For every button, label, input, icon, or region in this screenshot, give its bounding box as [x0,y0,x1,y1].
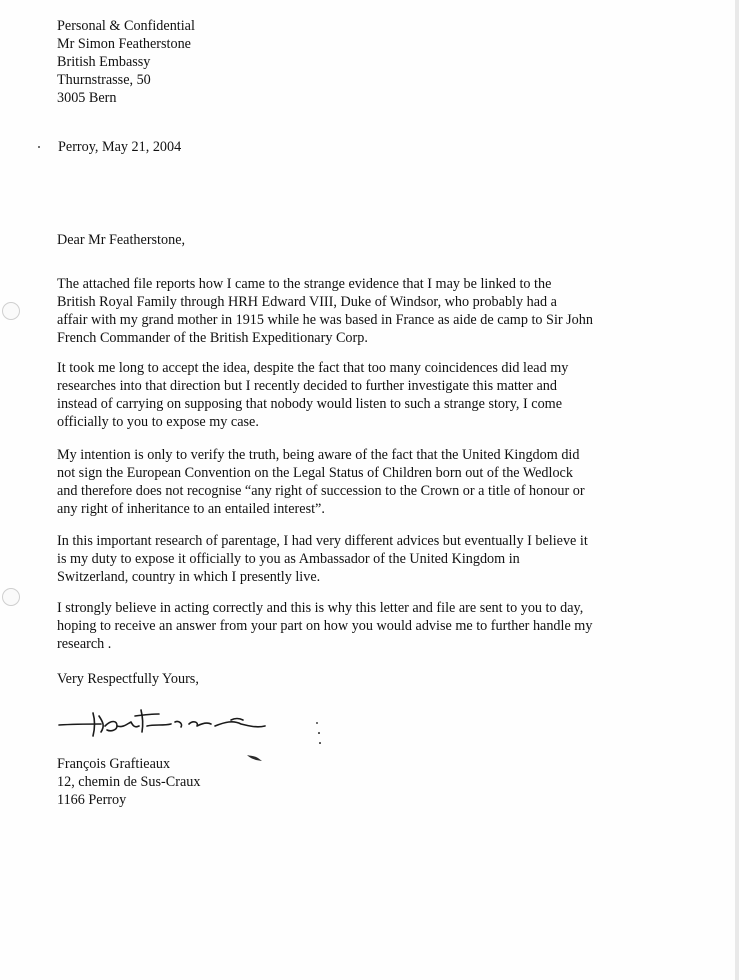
paragraph-line: hoping to receive an answer from your part on how you would advise me to further handle my [57,618,593,634]
paragraph-line: any right of inheritance to an entailed interest”. [57,501,325,517]
salutation: Dear Mr Featherstone, [57,232,186,248]
signer-address [57,755,200,809]
body-paragraph [57,275,657,347]
paragraph-line: affair with my grand mother in 1915 while he was based in France as aide de camp to Sir John [57,312,593,328]
paragraph-line: French Commander of the British Expeditionary Corp. [57,330,368,346]
letter-date: Perroy, May 21, 2004 [58,139,182,155]
punch-hole-upper [2,302,20,320]
address-line: Thurnstrasse, 50 [57,72,151,88]
address-line: Mr Simon Featherstone [57,36,191,52]
scan-edge [735,0,739,980]
body-paragraph [57,359,657,431]
paragraph-line: My intention is only to verify the truth, being aware of the fact that the United Kingdom did [57,447,580,463]
body-paragraph [57,599,657,653]
paragraph-line: not sign the European Convention on the Legal Status of Children born out of the Wedlock [57,465,573,481]
signer-name: François Graftieaux [57,756,171,772]
scan-speck [316,722,318,724]
recipient-address [57,17,195,107]
closing-line: Very Respectfully Yours, [57,671,199,687]
address-line: British Embassy [57,54,151,70]
paragraph-line: instead of carrying on supposing that nobody would listen to such a strange story, I come [57,396,563,412]
address-line: Personal & Confidential [57,18,195,34]
paragraph-line: researches into that direction but I recently decided to further investigate this matter and [57,378,557,394]
signer-city: 1166 Perroy [57,792,127,808]
paragraph-line: The attached file reports how I came to the strange evidence that I may be linked to the [57,276,552,292]
paragraph-line: I strongly believe in acting correctly and this is why this letter and file are sent to you to day, [57,600,584,616]
scan-speck [38,146,40,148]
paragraph-line: In this important research of parentage, I had very different advices but eventually I believe it [57,533,588,549]
ink-mark [246,752,264,762]
body-paragraph [57,532,657,586]
paragraph-line: officially to you to expose my case. [57,414,259,430]
paragraph-line: research . [57,636,112,652]
paragraph-line: It took me long to accept the idea, despite the fact that too many coincidences did lead my [57,360,569,376]
address-line: 3005 Bern [57,90,117,106]
scan-speck [319,742,321,744]
body-paragraph [57,446,657,518]
signer-street: 12, chemin de Sus-Craux [57,774,201,790]
paragraph-line: Switzerland, country in which I presently live. [57,569,321,585]
scan-speck [318,732,320,734]
handwritten-signature [55,702,270,744]
paragraph-line: is my duty to expose it officially to you as Ambassador of the United Kingdom in [57,551,520,567]
punch-hole-lower [2,588,20,606]
paragraph-line: and therefore does not recognise “any right of succession to the Crown or a title of honour or [57,483,585,499]
paragraph-line: British Royal Family through HRH Edward VIII, Duke of Windsor, who probably had a [57,294,557,310]
